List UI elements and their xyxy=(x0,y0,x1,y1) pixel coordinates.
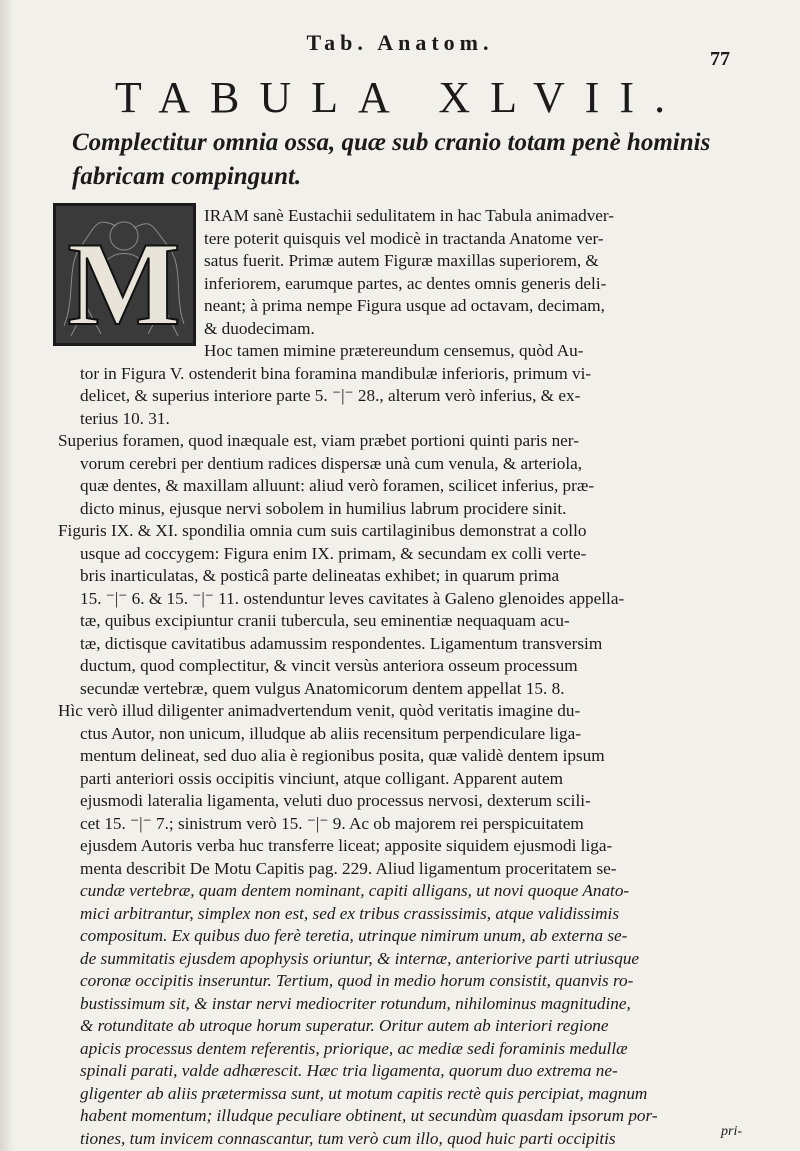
text-line: bris inarticulatas, & posticâ parte delineatas exhibet; in quarum prima xyxy=(80,566,560,585)
plate-title: TABULA XLVII. xyxy=(114,73,686,122)
body-text xyxy=(58,205,746,1150)
text-line: tere poterit quisquis vel modicè in tractanda Anatome ver- xyxy=(204,228,604,248)
text-line: cundæ vertebræ, quam dentem nominant, capiti alligans, ut novi quoque Anato- xyxy=(80,881,630,900)
text-line: Hìc verò illud diligenter animadvertendum venit, quòd veritatis imagine du- xyxy=(58,701,581,720)
text-line: usque ad coccygem: Figura enim IX. primam, & secundam ex colli verte- xyxy=(80,543,587,563)
text-line: dicto minus, ejusque nervi sobolem in humilius labrum procidere sinit. xyxy=(80,498,567,518)
catchword: pri- xyxy=(721,1124,742,1139)
text-line: habent momentum; illudque peculiare obtinent, ut secundùm quasdam ipsorum por- xyxy=(80,1106,658,1125)
text-line: coronæ occipitis inseruntur. Tertium, quod in medio horum consistit, quanvis ro- xyxy=(80,971,634,990)
text-line: mentum delineat, sed duo alia è regionibus posita, quæ validè dentem ipsum xyxy=(80,746,605,765)
text-line: de summitatis ejusdem apophysis oriuntur, & internæ, anteriorive parti utriusque xyxy=(80,948,640,968)
text-line: secundæ vertebræ, quem vulgus Anatomicorum dentem appellat 15. 8. xyxy=(80,678,565,698)
text-line: ejusmodi lateralia ligamenta, veluti duo processus nervosi, dexterum scili- xyxy=(80,791,591,810)
page-edge xyxy=(0,0,14,1151)
text-line: delicet, & superius interiore parte 5. ⁻|⁻ 28., alterum verò inferius, & ex- xyxy=(80,386,581,405)
text-line: IRAM sanè Eustachii sedulitatem in hac Tabula animadver- xyxy=(204,206,615,225)
text-line: bustissimum sit, & instar nervi mediocriter rotundum, nihilominus magnitudine, xyxy=(80,993,631,1013)
text-line: ctus Autor, non unicum, illudque ab aliis recensitum perpendiculare liga- xyxy=(80,723,581,743)
text-line: neant; à prima nempe Figura usque ad octavam, decimam, xyxy=(204,296,605,315)
text-line: ductum, quod complectitur, & vincit versùs anteriora osseum processum xyxy=(80,656,578,675)
text-line: spinali parati, valde adhærescit. Hæc tria ligamenta, quorum duo extrema ne- xyxy=(80,1061,618,1080)
text-line: tor in Figura V. ostenderit bina foramina mandibulæ inferioris, primum vi- xyxy=(80,363,592,383)
text-line: tæ, dictisque cavitatibus adamussim respondentes. Ligamentum transversim xyxy=(80,633,603,653)
text-line: & duodecimam. xyxy=(204,318,315,338)
text-line: cet 15. ⁻|⁻ 7.; sinistrum verò 15. ⁻|⁻ 9. Ac ob majorem rei perspicuitatem xyxy=(80,813,584,833)
text-line: inferiorem, earumque partes, ac dentes omnis generis deli- xyxy=(204,273,607,293)
text-line: 15. ⁻|⁻ 6. & 15. ⁻|⁻ 11. ostenduntur leves cavitates à Galeno glenoides appella- xyxy=(80,588,625,608)
text-line: gligenter ab aliis prætermissa sunt, ut motum capitis rectè quis percipiat, magnum xyxy=(80,1083,648,1103)
text-line: Hoc tamen mimine prætereundum censemus, quòd Au- xyxy=(204,341,584,360)
plate-subtitle: Complectitur omnia ossa, quæ sub cranio totam penè hominis fabricam compingunt. xyxy=(72,129,711,190)
dropcap-letter: M xyxy=(67,217,181,343)
running-title: Tab. Anatom. xyxy=(306,30,494,55)
text-line: mici arbitrantur, simplex non est, sed ex tribus crassissimis, atque validissimis xyxy=(80,903,620,923)
text-line: tiones, tum invicem connascantur, tum verò cum illo, quod huic parti occipitis xyxy=(80,1128,616,1148)
text-line: menta describit De Motu Capitis pag. 229. Aliud ligamentum proceritatem se- xyxy=(80,858,617,878)
text-line: vorum cerebri per dentium radices dispersæ unà cum venula, & arteriola, xyxy=(80,453,583,473)
text-line: & rotunditate ab utroque horum superatur. Oritur autem ab interiori regione xyxy=(80,1016,609,1035)
text-line: quæ dentes, & maxillam alluunt: aliud verò foramen, scilicet inferius, præ- xyxy=(80,476,595,495)
text-line: terius 10. 31. xyxy=(80,408,170,428)
text-line: Figuris IX. & XI. spondilia omnia cum suis cartilaginibus demonstrat a collo xyxy=(58,521,587,540)
page-number: 77 xyxy=(710,48,730,70)
text-line: tæ, quibus excipiuntur cranii tubercula, seu eminentiæ nequaquam acu- xyxy=(80,611,570,630)
text-line: compositum. Ex quibus duo ferè teretia, utrinque nimirum unum, ab externa se- xyxy=(80,926,628,945)
text-line: apicis processus dentem referentis, priorique, ac mediæ sedi foraminis medullæ xyxy=(80,1038,628,1058)
text-line: ejusdem Autoris verba huc transferre liceat; apposite siquidem ejusmodi liga- xyxy=(80,836,613,855)
text-line: Superius foramen, quod inæquale est, viam præbet portioni quinti paris ner- xyxy=(58,431,579,450)
text-line: parti anteriori ossis occipitis vinciunt, atque colligant. Apparent autem xyxy=(80,768,564,788)
text-line: satus fuerit. Primæ autem Figuræ maxillas superiorem, & xyxy=(204,251,599,270)
